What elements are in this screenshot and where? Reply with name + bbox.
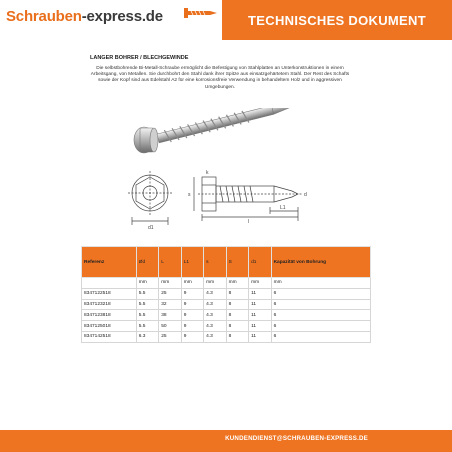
table-cell: 5.5 <box>136 310 158 321</box>
table-cell: 9 <box>181 331 203 342</box>
table-cell: 4.3 <box>204 310 226 321</box>
table-cell: 5.5 <box>136 321 158 332</box>
table-cell: 4.3 <box>204 288 226 299</box>
col-header-d1: d1 <box>249 247 271 278</box>
table-cell: 8347125018 <box>82 321 137 332</box>
col-header-referenz: Referenz <box>82 247 137 278</box>
table-cell: 6 <box>271 310 370 321</box>
logo-part-1: Schrauben <box>6 8 82 25</box>
unit-cell: mm <box>226 278 248 289</box>
table-row <box>82 321 371 332</box>
table-cell: 8 <box>226 288 248 299</box>
dim-label-s: s <box>188 192 191 198</box>
table-cell: 5.5 <box>136 299 158 310</box>
table-cell: 6 <box>271 299 370 310</box>
document-title: TECHNISCHES DOKUMENT <box>248 12 426 28</box>
unit-cell <box>82 278 137 289</box>
table-header-row <box>82 247 371 278</box>
table-cell: 8 <box>226 310 248 321</box>
table-cell: 6 <box>271 331 370 342</box>
table-cell: 4.3 <box>204 299 226 310</box>
table-cell: 4.3 <box>204 331 226 342</box>
table-cell: 11 <box>249 310 271 321</box>
col-header-diameter: Ød <box>136 247 158 278</box>
table-cell: 32 <box>159 299 181 310</box>
page-header <box>0 0 452 40</box>
logo <box>0 0 222 40</box>
table-cell: 25 <box>159 288 181 299</box>
col-header-l: L <box>159 247 181 278</box>
table-cell: 11 <box>249 288 271 299</box>
logo-text <box>6 8 163 25</box>
screw-logo-icon <box>183 6 219 20</box>
dim-label-d1: d1 <box>148 225 154 231</box>
table-cell: 8 <box>226 299 248 310</box>
table-cell: 8347123218 <box>82 299 137 310</box>
col-header-s-small: s <box>204 247 226 278</box>
product-description: Die selbstbohrende Bi-Metall-Schraube ermöglicht die Befestigung von Stahlplatten an Unterkonstruktionen in einem Arbeitsgang, von Metallen. Sie durchbohrt den Stahl dank ihrer Spitze aus einsatzgehärtetem Stahl. Der Rest des Schafts sowie der Kopf sind aus Edelstahl A2 für eine korrosionsfreie Verwendung in behandeltem Holz und in aggressiven Umgebungen. <box>90 66 350 90</box>
table-row <box>82 331 371 342</box>
table-cell: 8347122518 <box>82 288 137 299</box>
table-cell: 4.3 <box>204 321 226 332</box>
screw-photo <box>130 108 310 160</box>
product-heading: LANGER BOHRER / BLECHGEWINDE <box>90 55 189 61</box>
table-cell: 11 <box>249 299 271 310</box>
unit-cell: mm <box>181 278 203 289</box>
table-row <box>82 299 371 310</box>
table-cell: 8347123818 <box>82 310 137 321</box>
table-cell: 9 <box>181 299 203 310</box>
table-cell: 9 <box>181 321 203 332</box>
table-cell: 11 <box>249 321 271 332</box>
table-cell: 9 <box>181 288 203 299</box>
technical-drawing <box>120 165 320 237</box>
unit-cell: mm <box>204 278 226 289</box>
table-cell: 5.5 <box>136 288 158 299</box>
table-cell: 8 <box>226 321 248 332</box>
col-header-capacity: Kapazität von Bohrung <box>271 247 370 278</box>
table-cell: 38 <box>159 310 181 321</box>
contact-email: KUNDENDIENST@SCHRAUBEN-EXPRESS.DE <box>225 435 368 442</box>
title-banner <box>222 0 452 40</box>
unit-cell: mm <box>271 278 370 289</box>
table-cell: 6 <box>271 288 370 299</box>
page-footer <box>0 430 452 452</box>
spec-table <box>81 246 371 343</box>
units-row <box>82 278 371 289</box>
col-header-l1: L1 <box>181 247 203 278</box>
dim-label-l: l <box>248 219 250 225</box>
col-header-s: S <box>226 247 248 278</box>
unit-cell: mm <box>159 278 181 289</box>
table-cell: 8 <box>226 331 248 342</box>
dim-label-d: d <box>304 192 307 198</box>
table-cell: 8347142518 <box>82 331 137 342</box>
table-cell: 6 <box>271 321 370 332</box>
table-row <box>82 310 371 321</box>
unit-cell: mm <box>249 278 271 289</box>
table-cell: 50 <box>159 321 181 332</box>
dim-label-l1: L1 <box>280 205 286 211</box>
table-row <box>82 288 371 299</box>
table-cell: 6.3 <box>136 331 158 342</box>
unit-cell: mm <box>136 278 158 289</box>
table-cell: 9 <box>181 310 203 321</box>
dim-label-k: k <box>206 170 209 176</box>
table-cell: 25 <box>159 331 181 342</box>
logo-part-2: -express.de <box>81 8 163 25</box>
table-cell: 11 <box>249 331 271 342</box>
